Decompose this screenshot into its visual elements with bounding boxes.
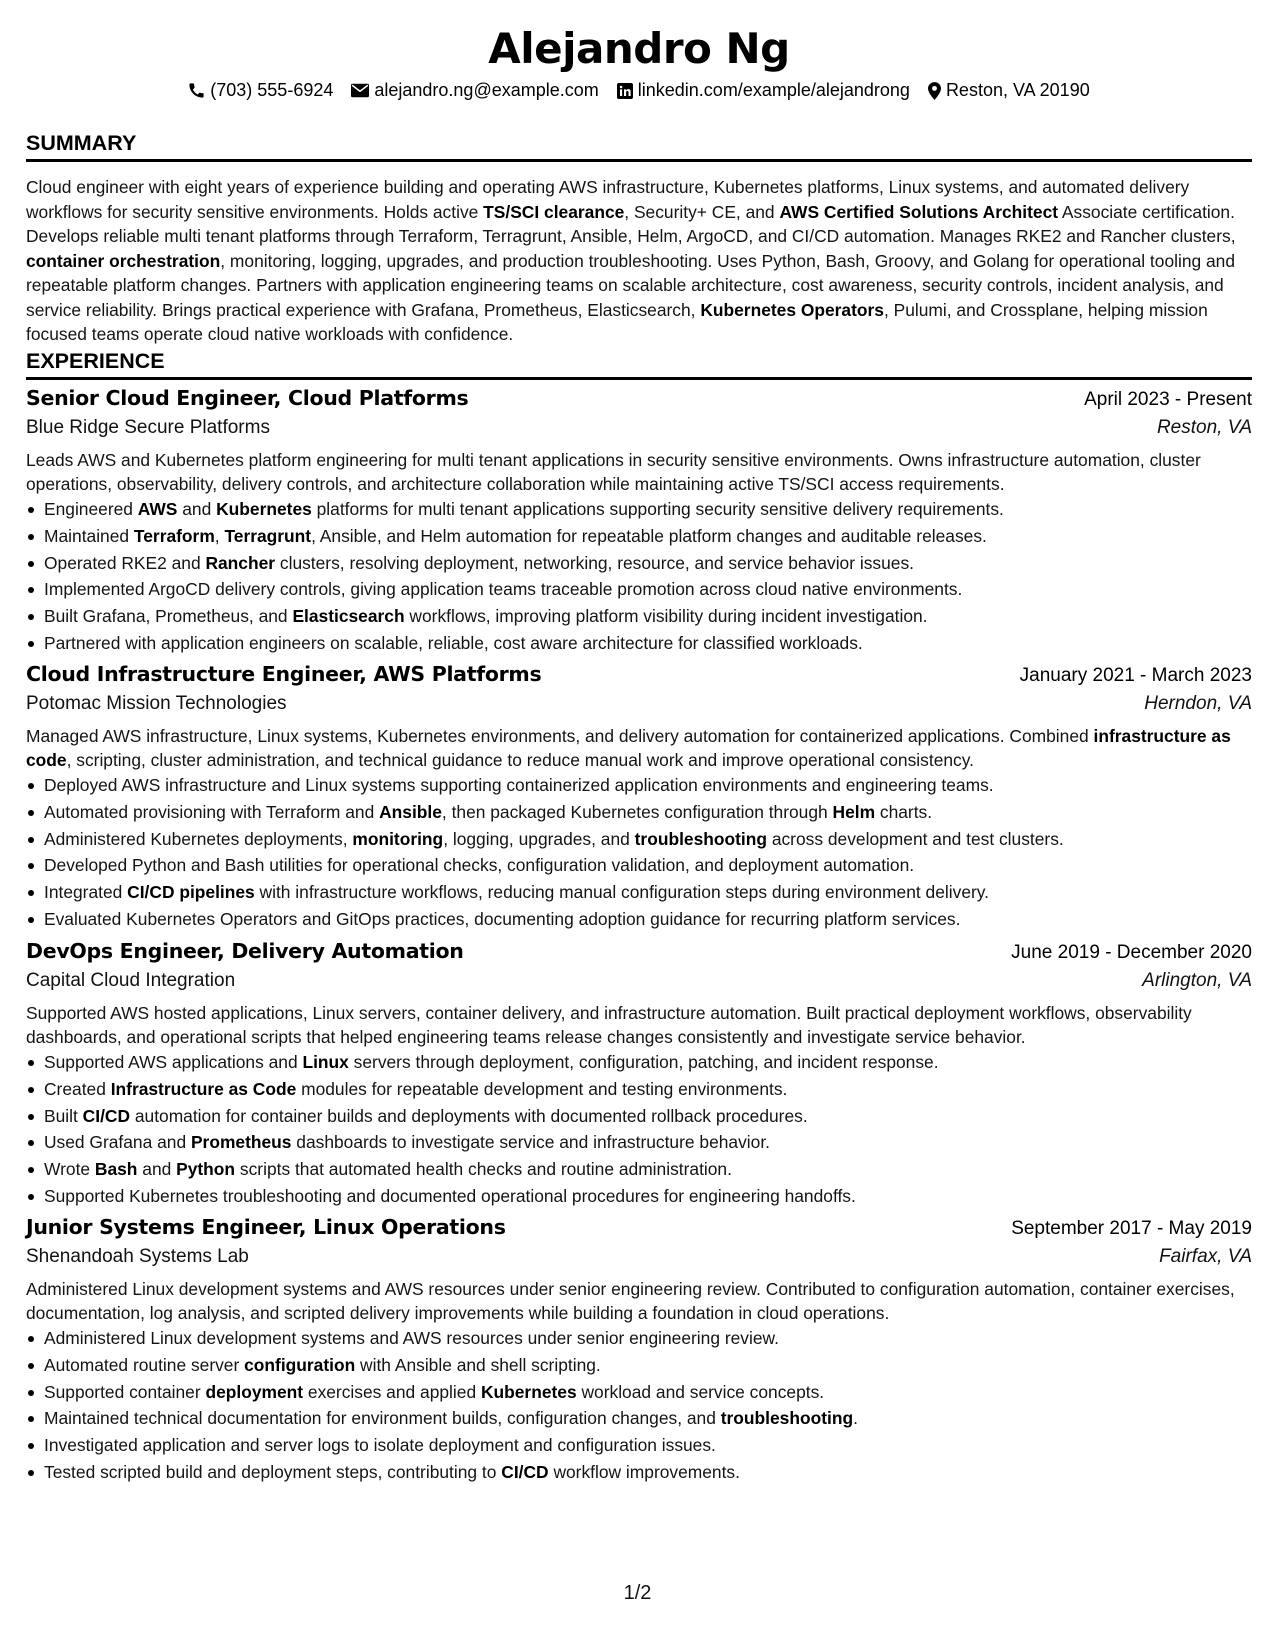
text-run: with infrastructure workflows, reducing manual configuration steps during environment delivery. [254,882,990,903]
bullet-item [26,799,1252,826]
bullet-item [26,1379,1252,1406]
text-run: Supported container [44,1381,206,1402]
text-run: servers through deployment, configuration, patching, and incident response. [348,1052,939,1072]
job-location: Arlington, VA [1142,970,1252,991]
bullet-item [26,1459,1252,1486]
summary-heading: SUMMARY [26,131,137,155]
text-run: Evaluated Kubernetes Operators and GitOps practices, documenting adoption guidance for recurring platform services. [44,908,961,929]
summary-divider [26,159,1252,162]
job-location: Reston, VA [1156,417,1252,438]
bullet-item [26,576,1252,603]
job-dates: April 2023 - Present [1084,389,1252,410]
text-run: workflows, improving platform visibility during incident investigation. [404,606,928,627]
text-run: Administered Kubernetes deployments, [44,828,353,849]
job-bullet-list [26,772,1252,933]
bullet-item [26,523,1252,550]
bullet-item [26,1129,1252,1156]
bold-text: AWS Certified Solutions Architect [779,201,1059,222]
text-run: , Pulumi, and Crossplane, helping mission focused teams operate cloud native workloads with confidence. [26,299,1208,344]
bullet-item [26,630,1252,657]
text-run: dashboards to investigate service and infrastructure behavior. [291,1132,770,1153]
job-description [26,1277,1252,1325]
contact-bar [26,80,1252,101]
job-bullet-list [26,496,1252,657]
contact-phone [188,80,333,101]
company-name: Shenandoah Systems Lab [26,1246,249,1267]
bold-text: CI/CD [82,1105,131,1126]
text-run: Automated routine server [44,1354,245,1375]
envelope-icon [351,83,369,98]
text-run: scripts that automated health checks and routine administration. [235,1159,732,1180]
bullet-item [26,1156,1252,1183]
text-run: Wrote [44,1159,95,1180]
text-run: Maintained technical documentation for environment builds, configuration changes, and [44,1408,721,1429]
text-run: Leads AWS and Kubernetes platform engineering for multi tenant applications in security sensitive environments. Owns infrastructure automation, cluster operations, observability, delivery controls, and architecture collaboration while maintaining active TS/SCI access requirements. [26,450,1201,494]
bold-text: Prometheus [190,1132,292,1153]
bullet-item [26,879,1252,906]
company-name: Capital Cloud Integration [26,970,236,991]
bullet-item [26,1432,1252,1459]
contact-location [928,80,1090,101]
bullet-item [26,1405,1252,1432]
text-run: workflow improvements. [548,1461,740,1482]
job-entry [26,1215,1252,1486]
bold-text: Kubernetes [216,499,312,519]
text-run: Cloud engineer with eight years of experience building and operating AWS infrastructure, Kubernetes platforms, Linux systems, and automated delivery workflows for security sensitive environments. Holds active [26,177,1190,222]
bold-text: infrastructure as code [26,726,1231,770]
summary-paragraph [26,175,1252,347]
bold-text: troubleshooting [720,1408,854,1429]
bullet-item [26,852,1252,879]
text-run: Administered Linux development systems and AWS resources under senior engineering review. [44,1328,779,1348]
bold-text: Linux [302,1052,349,1072]
bullet-item [26,1049,1252,1076]
job-dates: January 2021 - March 2023 [1019,665,1252,686]
bold-text: configuration [244,1354,356,1375]
job-description [26,724,1252,772]
bold-text: deployment [205,1381,304,1402]
job-title: Junior Systems Engineer, Linux Operations [26,1215,506,1239]
text-run: Built Grafana, Prometheus, and [44,606,293,627]
text-run: exercises and applied [303,1381,481,1402]
phone-number: (703) 555-6924 [210,80,334,100]
text-run: Used Grafana and [44,1132,191,1153]
bold-text: Python [176,1159,236,1180]
text-run: , scripting, cluster administration, and technical guidance to reduce manual work and improve operational consistency. [66,750,974,770]
bold-text: AWS [137,499,178,519]
contact-email[interactable] [351,80,598,101]
bullet-item [26,1352,1252,1379]
job-title: DevOps Engineer, Delivery Automation [26,939,464,963]
experience-heading: EXPERIENCE [26,349,165,373]
company-name: Potomac Mission Technologies [26,693,287,714]
bullet-item [26,1103,1252,1130]
job-bullet-list [26,1325,1252,1486]
job-location: Fairfax, VA [1159,1246,1252,1267]
bold-text: Rancher [205,552,276,573]
text-run: Associate certification. Develops reliable multi tenant platforms through Terraform, Terragrunt, Ansible, Helm, ArgoCD, and CI/CD automation. Manages RKE2 and Rancher clusters, [26,201,1236,246]
bold-text: Helm [832,801,876,822]
candidate-name: Alejandro Ng [488,24,790,73]
bullet-item [26,1325,1252,1352]
bold-text: Terragrunt [224,525,312,546]
text-run: charts. [875,801,933,822]
bold-text: troubleshooting [634,828,767,849]
text-run: , monitoring, logging, upgrades, and production troubleshooting. Uses Python, Bash, Groovy, and Golang for operational tooling and repeatable platform changes. Partners with application engineering teams on scalable architecture, cost awareness, security controls, incident analysis, and service reliability. Brings practical experience with Grafana, Prometheus, Elasticsearch, [26,250,1236,320]
text-run: clusters, resolving deployment, networking, resource, and service behavior issues. [275,552,914,573]
job-bullet-list [26,1049,1252,1210]
experience-divider [26,377,1252,380]
text-run: and [137,1159,177,1180]
job-dates: June 2019 - December 2020 [1011,942,1252,963]
text-run: Partnered with application engineers on scalable, reliable, cost aware architecture for classified workloads. [44,632,863,653]
job-dates: September 2017 - May 2019 [1011,1218,1252,1239]
location-text: Reston, VA 20190 [945,80,1090,100]
bold-text: Ansible [379,801,442,822]
bold-text: Infrastructure as Code [110,1078,297,1099]
job-description [26,448,1252,496]
text-run: Built [44,1105,83,1126]
text-run: platforms for multi tenant applications supporting security sensitive delivery requirements. [311,499,1004,519]
text-run: workload and service concepts. [576,1381,825,1402]
bullet-item [26,550,1252,577]
bullet-item [26,496,1252,523]
email-address[interactable]: alejandro.ng@example.com [374,80,599,100]
bold-text: monitoring [352,828,444,849]
text-run: Engineered [44,499,138,519]
text-run: , [214,525,225,546]
bullet-item [26,603,1252,630]
bold-text: Kubernetes Operators [700,299,884,320]
linkedin-icon [617,83,633,99]
job-location: Herndon, VA [1144,693,1252,714]
text-run: Implemented ArgoCD delivery controls, giving application teams traceable promotion across cloud native environments. [44,579,963,600]
text-run: Supported AWS hosted applications, Linux servers, container delivery, and infrastructure automation. Built practical deployment workflows, observability dashboards, and operational scripts that helped engineering teams release changes consistently and investigate service behavior. [26,1003,1192,1047]
job-title: Cloud Infrastructure Engineer, AWS Platforms [26,662,542,686]
job-entry [26,386,1252,657]
bold-text: Kubernetes [480,1381,577,1402]
text-run: Developed Python and Bash utilities for operational checks, configuration validation, and deployment automation. [44,855,915,876]
page-number: 1/2 [623,1582,652,1604]
bold-text: container orchestration [26,250,221,271]
text-run: and [177,499,217,519]
job-title: Senior Cloud Engineer, Cloud Platforms [26,386,469,410]
text-run: Maintained [44,525,134,546]
job-description [26,1001,1252,1049]
bold-text: CI/CD pipelines [127,882,255,903]
job-entry [26,662,1252,933]
text-run: Supported AWS applications and [44,1052,303,1072]
text-run: modules for repeatable development and testing environments. [296,1078,788,1099]
bullet-item [26,826,1252,853]
text-run: Operated RKE2 and [44,552,206,573]
bold-text: Terraform [133,525,215,546]
text-run: . [853,1408,858,1429]
bullet-item [26,906,1252,933]
linkedin-url[interactable]: linkedin.com/example/alejandrong [637,80,910,100]
text-run: Automated provisioning with Terraform and [44,801,380,822]
bold-text: Bash [94,1159,138,1180]
text-run: , logging, upgrades, and [443,828,635,849]
text-run: Tested scripted build and deployment steps, contributing to [44,1461,502,1482]
text-run: Administered Linux development systems and AWS resources under senior engineering review. Contributed to configuration automation, container exercises, documentation, log analysis, and scripted delivery improvements while building a foundation in cloud operations. [26,1279,1235,1323]
map-pin-icon [928,82,941,100]
bold-text: Elasticsearch [292,606,405,627]
job-entry [26,939,1252,1210]
text-run: with Ansible and shell scripting. [355,1354,601,1375]
text-run: Supported Kubernetes troubleshooting and documented operational procedures for engineering handoffs. [44,1185,856,1206]
bullet-item [26,772,1252,799]
text-run: , then packaged Kubernetes configuration through [441,801,833,822]
text-run: Investigated application and server logs to isolate deployment and configuration issues. [44,1435,716,1456]
text-run: , Ansible, and Helm automation for repeatable platform changes and auditable releases. [311,525,987,546]
phone-icon [188,82,205,99]
bullet-item [26,1183,1252,1210]
text-run: , Security+ CE, and [624,201,780,222]
bold-text: TS/SCI clearance [483,201,625,222]
text-run: automation for container builds and deployments with documented rollback procedures. [130,1105,808,1126]
text-run: Managed AWS infrastructure, Linux systems, Kubernetes environments, and delivery automation for containerized applications. Combined [26,726,1094,746]
contact-linkedin[interactable] [617,80,910,101]
bullet-item [26,1076,1252,1103]
company-name: Blue Ridge Secure Platforms [26,417,270,438]
text-run: across development and test clusters. [766,828,1064,849]
text-run: Deployed AWS infrastructure and Linux systems supporting containerized application environments and engineering teams. [44,775,994,795]
bold-text: CI/CD [501,1461,549,1482]
text-run: Created [44,1078,111,1099]
text-run: Integrated [44,882,128,903]
